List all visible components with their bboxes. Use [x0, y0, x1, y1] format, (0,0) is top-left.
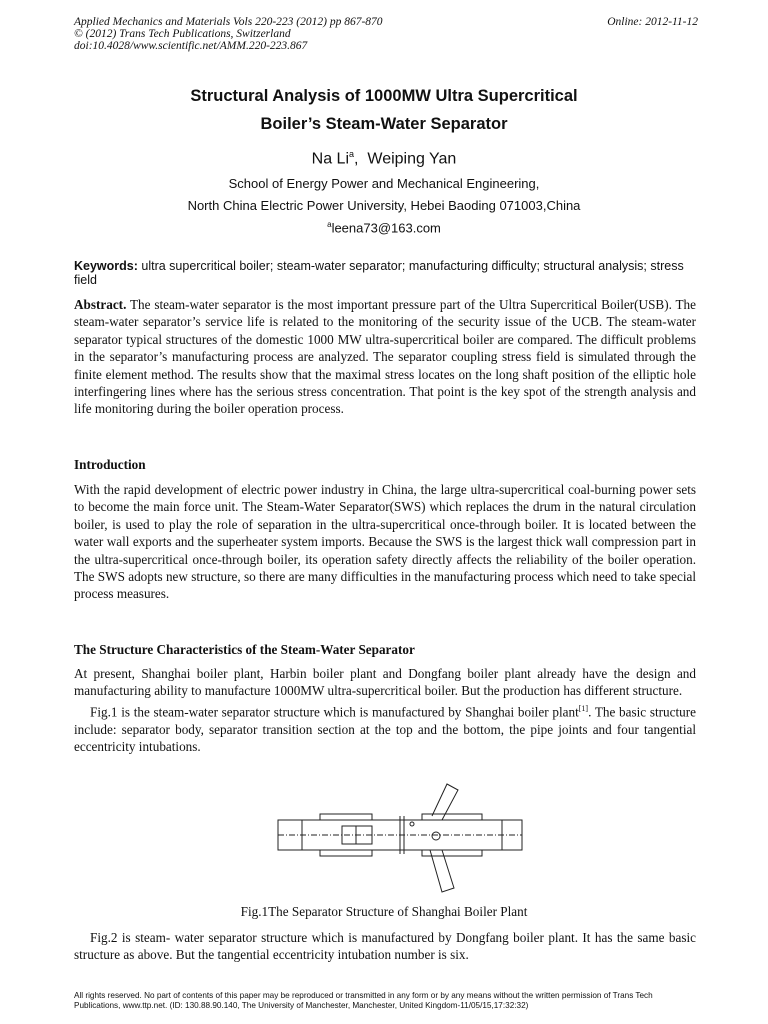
author-separator: ,: [354, 150, 368, 168]
introduction-text: With the rapid development of electric power industry in China, the large ultra-supercritical coal-burning power sets to become the main force unit. The Steam-Water Separator(SWS) which replaces the drum in the natural circulation boiler, is used to play the role of separation in the ultra-supercritical once-through boiler. It is located between the water wall exports and the superheater system imports. Because the SWS is the largest thick wall compression part in the ultra-supercritical once-through boiler, its operation safety directly affects the reliability of the boiler operation. The SWS adopts new structure, so there are many difficulties in the manufacturing process which need to take special process measures.: [74, 482, 696, 602]
affiliation-line-1: School of Energy Power and Mechanical Engineering,: [228, 176, 540, 191]
author-email[interactable]: [74, 220, 694, 235]
introduction-heading: Introduction: [74, 457, 146, 472]
keywords: [74, 259, 694, 287]
online-date: Online: 2012-11-12: [607, 16, 698, 28]
para-2-text-cont: . The basic structure include: separator body, separator transition section at the top and the bottom, the pipe joints and four tangential eccentricity intubations.: [74, 704, 697, 755]
left-transition-bottom: [320, 850, 372, 856]
figure-caption: Fig.1The Separator Structure of Shanghai Boiler Plant: [240, 904, 528, 919]
author-list: [74, 149, 694, 168]
separator-structure-figure: [272, 780, 528, 904]
abstract: [74, 296, 696, 418]
keywords-text: ultra supercritical boiler; steam-water separator; manufacturing difficulty; structural analysis; stress field: [74, 259, 684, 287]
para-3-text: Fig.2 is steam- water separator structure which is manufactured by Dongfang boiler plant. It has the same basic structure as above. But the tangential eccentricity intubation number is six.: [74, 930, 696, 963]
affiliation-line-2: North China Electric Power University, Hebei Baoding 071003,China: [187, 198, 581, 213]
keywords-label: Keywords:: [74, 259, 138, 273]
paper-title-line-2: Boiler’s Steam-Water Separator: [260, 115, 508, 133]
email-marker: a: [327, 220, 332, 229]
intubation-hole: [432, 832, 440, 840]
journal-citation: Applied Mechanics and Materials Vols 220-223 (2012) pp 867-870: [74, 16, 383, 28]
copyright-footer: All rights reserved. No part of contents of this paper may be reproduced or transmitted in any form or by any means without the written permission of Trans Tech Publications, www.ttp.net. (ID: 130.88.90.140, The University of Manchester, Manchester, United Kingdom-11/05/15,17:32:32): [74, 991, 653, 1010]
structure-para-1: At present, Shanghai boiler plant, Harbin boiler plant and Dongfang boiler plant already have the design and manufacturing ability to manufacture 1000MW ultra-supercritical boiler. But the production has different structure.: [74, 666, 696, 699]
structure-body: [74, 665, 696, 755]
paper-title-line-1: Structural Analysis of 1000MW Ultra Supercritical: [190, 87, 578, 105]
right-transition-top: [422, 814, 482, 820]
nozzle-mark: [410, 822, 414, 826]
abstract-label: Abstract.: [74, 297, 127, 312]
author-2: Weiping Yan: [367, 150, 457, 168]
doi-link[interactable]: doi:10.4028/www.scientific.net/AMM.220-223.867: [74, 40, 308, 52]
left-transition-top: [320, 814, 372, 820]
email-address[interactable]: leena73@163.com: [331, 220, 441, 236]
structure-heading: The Structure Characteristics of the Steam-Water Separator: [74, 642, 415, 657]
author-1-marker: a: [349, 149, 355, 159]
para-2-text: Fig.1 is the steam-water separator structure which is manufactured by Shanghai boiler plant: [90, 704, 579, 720]
author-1: Na Li: [311, 150, 350, 168]
structure-para-2: [74, 700, 696, 756]
journal-header: [74, 16, 698, 52]
intubation-top: [432, 784, 458, 820]
citation-ref[interactable]: [1]: [578, 703, 589, 713]
copyright-line: © (2012) Trans Tech Publications, Switzerland: [74, 28, 291, 40]
abstract-text: The steam-water separator is the most important pressure part of the Ultra Supercritical Boiler(USB). The steam-water separator’s service life is related to the monitoring of the security issue of the UCB. The steam-water separator typical structures of the domestic 1000 MW ultra-supercritical boiler are compared. The difficult problems in the separator’s manufacturing process are analyzed. The separator coupling stress field is simulated through the finite element method. The results show that the maximal stress locates on the long shaft position of the elliptic hole interfingering lines where has the serious stress concentration. That point is the key spot of the strength analysis and life monitoring during the boiler operation process.: [74, 297, 696, 417]
structure-para-3: [74, 929, 696, 964]
